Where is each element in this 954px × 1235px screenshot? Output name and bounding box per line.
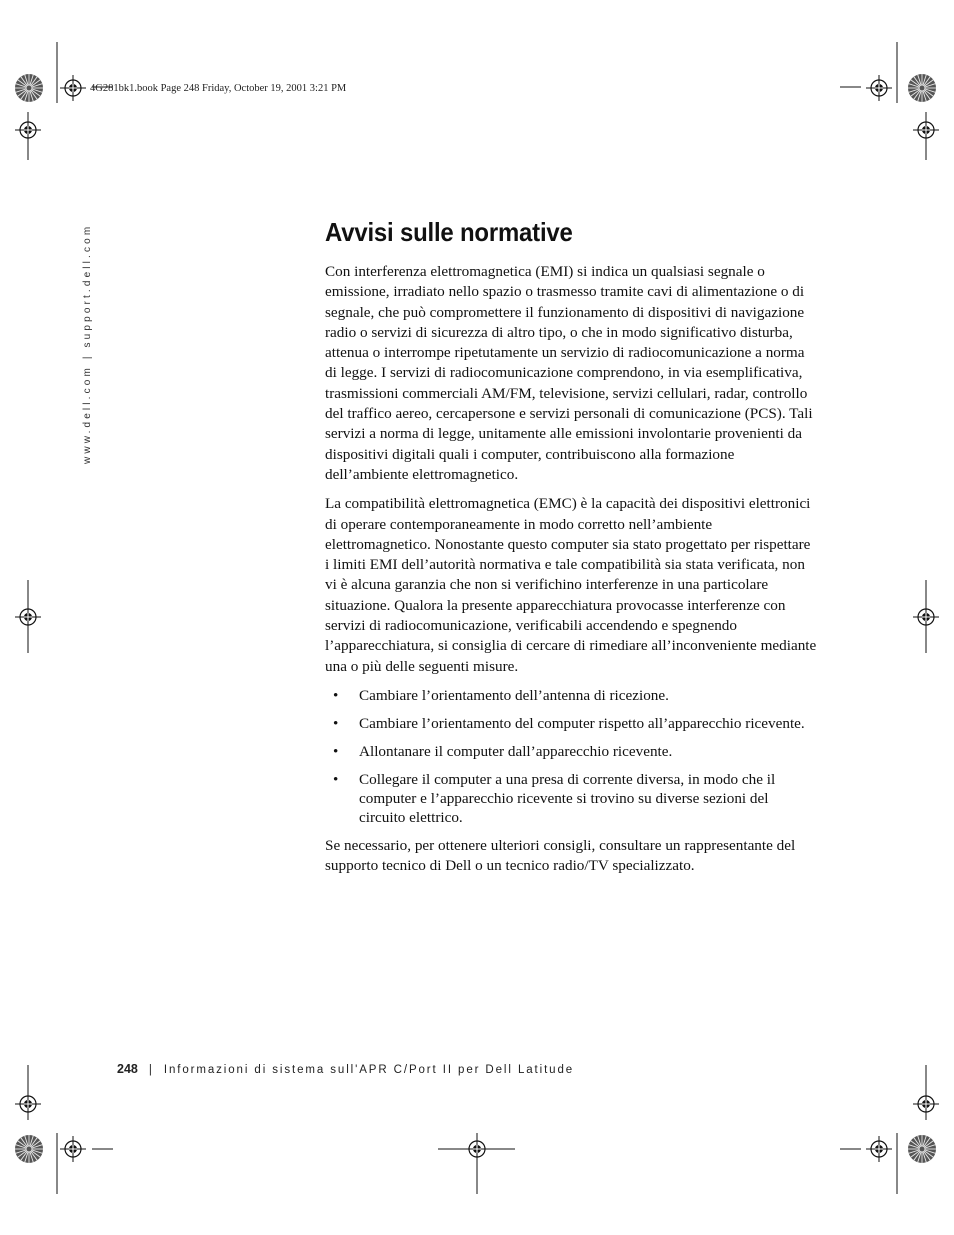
list-item [325,742,817,761]
main-content [325,212,817,886]
list-item [325,686,817,705]
paragraph-closing: Se necessario, per ottenere ulteriori consigli, consultare un rappresentante del supporto tecnico di Dell o un tecnico radio/TV specializzato. [325,836,796,875]
list-item-text: Collegare il computer a una presa di corrente diversa, in modo che il computer e l’apparecchio ricevente si trovino su diverse sezioni del circuito elettrico. [359,770,776,826]
list-item-text: Allontanare il computer dall’apparecchio ricevente. [359,742,673,760]
page-title: Avvisi sulle normative [325,217,573,247]
page-number: 248 [117,1062,138,1076]
list-item-text: Cambiare l’orientamento dell’antenna di ricezione. [359,686,669,704]
footer-separator: | [148,1064,152,1076]
side-url: www.dell.com | support.dell.com [82,223,93,464]
bullet-icon: • [333,686,339,704]
bullet-icon: • [333,770,339,788]
measures-list [325,686,817,827]
print-job-header: 4G281bk1.book Page 248 Friday, October 19, 2001 3:21 PM [90,83,347,94]
list-item [325,714,817,733]
paragraph-emi: Con interferenza elettromagnetica (EMI) si indica un qualsiasi segnale o emissione, irradiato nello spazio o trasmesso tramite cavi di alimentazione o di segnale, che può compromettere il funzionamento di dispositivi di navigazione radio o servizi di sicurezza di altro tipo, o che in modo significativo disturba, attenua o interrompe ripetutamente un servizio di radiocomunicazione a norma di legge. I servizi di radiocomunicazione comprendono, in via esemplificativa, trasmissioni commerciali AM/FM, televisione, servizi cellulari, radar, controllo del traffico aereo, cercapersone e servizi personali di comunicazione (PCS). Tali servizi a norma di legge, unitamente alle emissioni involontarie provenienti da dispositivi digitali quali i computer, contribuiscono alla formazione dell’ambiente elettromagnetico. [325,263,813,483]
side-url-container [82,224,98,464]
page-footer [117,1062,574,1076]
paragraph-emc: La compatibilità elettromagnetica (EMC) è la capacità dei dispositivi elettronici di operare contemporaneamente in modo corretto nell’ambiente elettromagnetico. Nonostante questo computer sia stato progettato per rispettare i limiti EMI dell’autorità normativa e tale compatibilità sia stata verificata, non vi è alcuna garanzia che non si verifichino interferenze in una particolare situazione. Qualora la presente apparecchiatura provocasse interferenze con servizi di radiocomunicazione, verificabili accendendo e spegnendo l’apparecchiatura, si consiglia di cercare di rimediare all’inconveniente mediante una o più delle seguenti misure. [325,495,817,675]
bullet-icon: • [333,742,339,760]
list-item [325,770,817,827]
bullet-icon: • [333,714,339,732]
footer-title: Informazioni di sistema sull'APR C/Port II per Dell Latitude [163,1064,575,1076]
list-item-text: Cambiare l’orientamento del computer rispetto all’apparecchio ricevente. [359,714,805,732]
